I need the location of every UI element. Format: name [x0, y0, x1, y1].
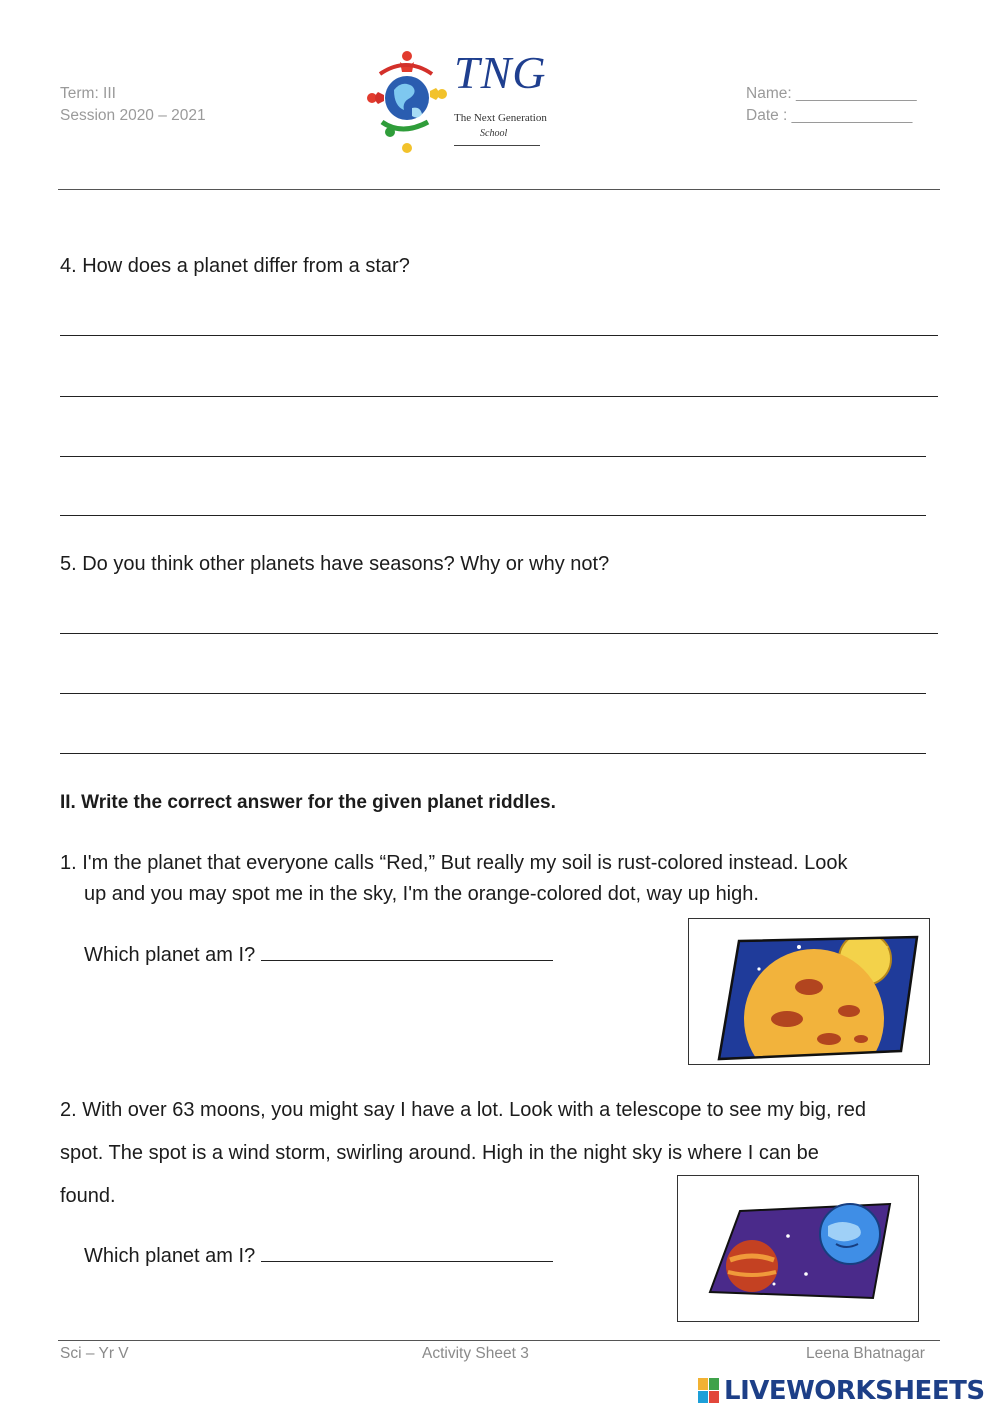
riddle-2-answer-blank[interactable] [261, 1241, 553, 1262]
answer-line-q4-1[interactable] [60, 335, 938, 336]
answer-line-q4-4[interactable] [60, 515, 926, 516]
mars-planet-icon [689, 919, 929, 1064]
answer-line-q5-2[interactable] [60, 693, 926, 694]
header-divider [58, 189, 940, 190]
logo-rule [454, 145, 540, 146]
footer-sheet-number: Activity Sheet 3 [422, 1345, 529, 1362]
footer-subject: Sci – Yr V [60, 1345, 129, 1362]
term-label: Term: III [60, 85, 116, 102]
liveworksheets-logo-icon [698, 1378, 720, 1404]
riddle-1-prompt-row [84, 939, 553, 971]
school-logo [362, 48, 547, 158]
riddle-2-line-2: spot. The spot is a wind storm, swirling around. High in the night sky is where I can be [60, 1142, 819, 1164]
riddle-1-answer-blank[interactable] [261, 940, 553, 961]
jupiter-image-frame [677, 1175, 919, 1322]
riddle-2-prompt-row [84, 1240, 553, 1272]
answer-line-q5-1[interactable] [60, 633, 938, 634]
answer-line-q4-2[interactable] [60, 396, 938, 397]
riddle-1-line-2: up and you may spot me in the sky, I'm the orange-colored dot, way up high. [84, 883, 759, 905]
question-4: 4. How does a planet differ from a star? [60, 255, 410, 277]
riddle-2-line-3: found. [60, 1185, 116, 1207]
jupiter-planet-icon [678, 1176, 918, 1321]
liveworksheets-watermark [698, 1376, 998, 1408]
riddle-2-prompt: Which planet am I? [84, 1245, 256, 1267]
watermark-text: LIVEWORKSHEETS [724, 1376, 985, 1406]
footer-author: Leena Bhatnagar [806, 1345, 925, 1362]
name-field-label: Name: ______________ [746, 85, 917, 102]
answer-line-q4-3[interactable] [60, 456, 926, 457]
logo-script: School [480, 128, 508, 139]
footer-divider [58, 1340, 940, 1341]
logo-title: TNG [454, 47, 547, 98]
mars-image-frame [688, 918, 930, 1065]
logo-subtitle: The Next Generation [454, 112, 547, 124]
riddle-1-prompt: Which planet am I? [84, 944, 256, 966]
answer-line-q5-3[interactable] [60, 753, 926, 754]
riddle-1-line-1: 1. I'm the planet that everyone calls “Red,” But really my soil is rust-colored instead. Look [60, 852, 848, 874]
question-5: 5. Do you think other planets have seasons? Why or why not? [60, 553, 610, 575]
section-2-heading: II. Write the correct answer for the given planet riddles. [60, 792, 556, 813]
session-label: Session 2020 – 2021 [60, 107, 206, 124]
date-field-label: Date : ______________ [746, 107, 913, 124]
riddle-2-line-1: 2. With over 63 moons, you might say I have a lot. Look with a telescope to see my big, red [60, 1099, 866, 1121]
